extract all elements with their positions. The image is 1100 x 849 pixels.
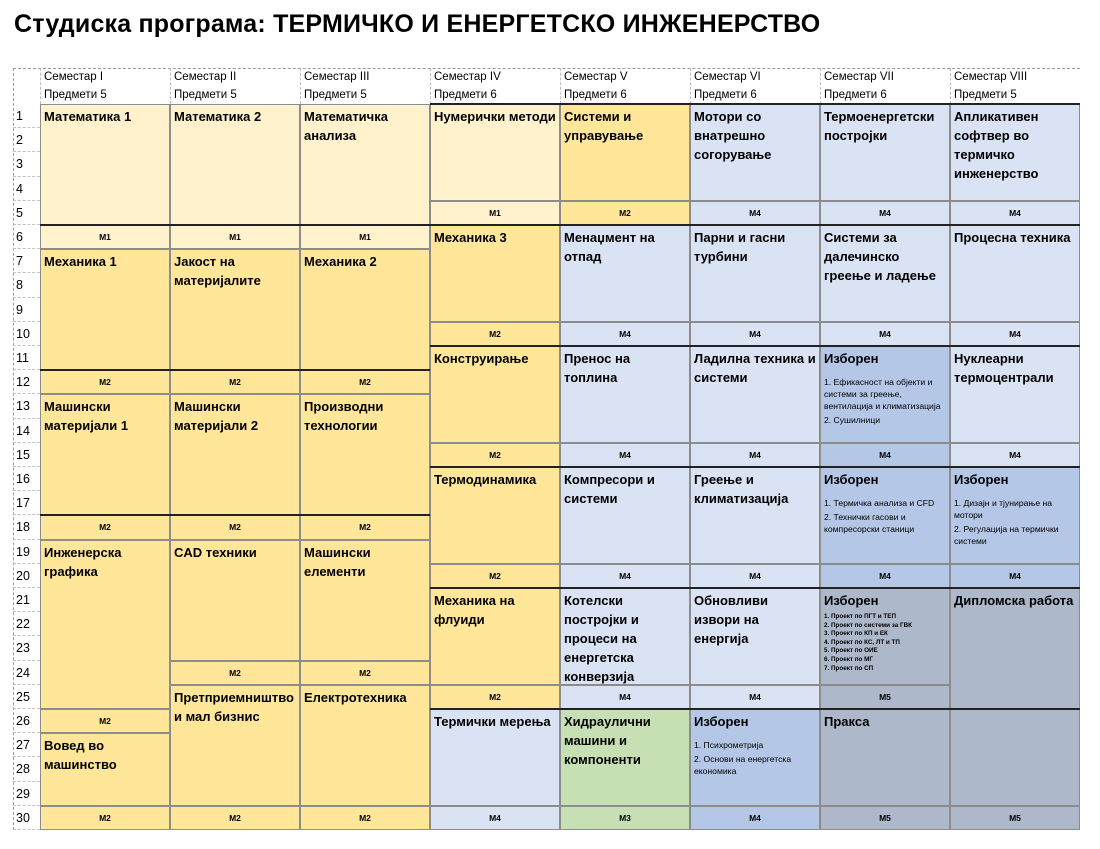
- module-label: M2: [40, 709, 170, 733]
- subjects-label: Предмети: [304, 89, 358, 101]
- course-cell: [300, 540, 430, 661]
- semester-header: [690, 68, 820, 104]
- course-name: Пренос на топлина: [564, 351, 631, 385]
- subjects-number: 6: [620, 89, 627, 101]
- elective-option: 1. Ефикасност на објекти и системи за греење, вентилација и климатизација: [824, 377, 941, 411]
- module-label: M4: [820, 564, 950, 588]
- course-cell: [690, 346, 820, 443]
- module-label: M1: [430, 201, 560, 225]
- course-name: Хидраулични машини и компоненти: [564, 714, 651, 767]
- course-name: Механика 1: [44, 254, 117, 270]
- elective-option: 1. Термичка анализа и CFD: [824, 498, 935, 508]
- module-label: M5: [950, 806, 1080, 830]
- row-number: 23: [13, 636, 40, 660]
- course-cell: [560, 225, 690, 322]
- module-label: M4: [950, 201, 1080, 225]
- course-name: Механика на флуиди: [434, 593, 515, 627]
- course-name: Изборен: [694, 714, 749, 729]
- subjects-label: Предмети: [44, 89, 98, 101]
- elective-options: [824, 376, 946, 426]
- course-name: Механика 2: [304, 254, 377, 270]
- course-name: Апликативен софтвер во термичко инженерство: [954, 109, 1039, 181]
- module-label: M2: [430, 685, 560, 709]
- course-name: Нуклеарни термоцентрали: [954, 351, 1054, 385]
- row-number: 22: [13, 612, 40, 636]
- course-name: Нумерички методи: [434, 109, 556, 124]
- elective-option: 2. Основи на енергетска економика: [694, 754, 792, 776]
- course-cell: [430, 104, 560, 201]
- elective-option: 2. Регулација на термички системи: [954, 524, 1059, 546]
- course-cell: [690, 104, 820, 201]
- group-separator: [40, 514, 430, 516]
- row-number: 26: [13, 709, 40, 733]
- row-number: 4: [13, 177, 40, 201]
- module-label: M2: [170, 515, 300, 539]
- course-name: Претприемништво и мал бизнис: [174, 689, 294, 724]
- module-label: M1: [170, 225, 300, 249]
- row-number: 6: [13, 225, 40, 249]
- subjects-number: 5: [1010, 89, 1017, 101]
- course-cell: [560, 709, 690, 806]
- row-number: 8: [13, 273, 40, 297]
- course-cell: [950, 225, 1080, 322]
- course-name: Компресори и системи: [564, 472, 655, 506]
- course-name: Менаџмент на отпад: [564, 230, 655, 264]
- module-label: M2: [40, 515, 170, 539]
- course-cell: [40, 249, 170, 370]
- course-name: Машински елементи: [304, 544, 371, 579]
- elective-options: [954, 497, 1076, 547]
- course-name: Пракса: [824, 714, 870, 729]
- module-label: M5: [820, 685, 950, 709]
- course-name: Механика 3: [434, 230, 507, 245]
- elective-options: [694, 739, 816, 777]
- semester-header: [820, 68, 950, 104]
- subjects-label: Предмети: [564, 89, 618, 101]
- course-cell: [950, 467, 1080, 564]
- course-name: Математика 2: [174, 109, 262, 124]
- module-label: M4: [820, 322, 950, 346]
- subjects-label: Предмети: [434, 89, 488, 101]
- course-cell: [300, 394, 430, 515]
- course-name: Термоенергетски постројки: [824, 109, 935, 143]
- row-number: 9: [13, 298, 40, 322]
- course-cell: [430, 709, 560, 806]
- module-label: M4: [690, 806, 820, 830]
- course-cell: [170, 540, 300, 661]
- course-cell: [300, 249, 430, 370]
- semester-header: [430, 68, 560, 104]
- module-label: M4: [690, 564, 820, 588]
- group-separator: [430, 708, 1080, 710]
- module-label: M4: [690, 322, 820, 346]
- course-cell: [430, 588, 560, 685]
- course-cell: [560, 346, 690, 443]
- module-label: M4: [950, 443, 1080, 467]
- course-cell: [40, 540, 170, 709]
- module-label: M4: [950, 564, 1080, 588]
- course-name: Изборен: [824, 351, 879, 366]
- course-name: Математичка анализа: [304, 109, 388, 143]
- course-name: CAD техники: [174, 544, 257, 560]
- course-name: Изборен: [824, 593, 879, 608]
- course-name: Електротехника: [304, 689, 407, 705]
- course-cell: [820, 346, 950, 443]
- group-separator: [430, 103, 1080, 105]
- module-label: M4: [690, 201, 820, 225]
- course-name: Инженерска графика: [44, 544, 122, 579]
- row-number: 21: [13, 588, 40, 612]
- module-label: M1: [300, 225, 430, 249]
- course-cell: [560, 467, 690, 564]
- subjects-label: Предмети: [954, 89, 1008, 101]
- elective-option: 2. Сушилници: [824, 415, 881, 425]
- course-cell: [820, 467, 950, 564]
- row-number: 1: [13, 104, 40, 128]
- subjects-count: [824, 86, 950, 104]
- elective-option: 4. Проект по КС, ЛТ и ТП: [824, 638, 900, 646]
- course-cell: [430, 467, 560, 564]
- module-label: M4: [560, 564, 690, 588]
- course-cell: [170, 249, 300, 370]
- elective-option: 2. Технички гасови и компресорски станици: [824, 512, 915, 534]
- module-label: M2: [170, 806, 300, 830]
- module-label: M2: [430, 564, 560, 588]
- group-separator: [40, 224, 430, 226]
- subjects-count: [304, 86, 430, 104]
- elective-option: 2. Проект по системи за ГВК: [824, 621, 913, 629]
- row-number: 18: [13, 515, 40, 539]
- row-number: 30: [13, 806, 40, 830]
- module-label: M4: [690, 443, 820, 467]
- group-separator: [430, 345, 1080, 347]
- subjects-count: [954, 86, 1080, 104]
- course-cell: [690, 467, 820, 564]
- semester-header: [560, 68, 690, 104]
- module-label: M2: [40, 370, 170, 394]
- course-name: Процесна техника: [954, 230, 1071, 245]
- subjects-number: 5: [100, 89, 107, 101]
- elective-option: 1. Психрометрија: [694, 740, 764, 750]
- module-label: M2: [40, 806, 170, 830]
- row-number: 5: [13, 201, 40, 225]
- elective-options: [824, 497, 946, 535]
- module-label: M2: [430, 443, 560, 467]
- course-cell: [950, 588, 1080, 806]
- course-cell: [820, 709, 950, 806]
- course-name: Машински материјали 2: [174, 399, 259, 434]
- course-cell: [690, 709, 820, 806]
- course-name: Изборен: [824, 472, 879, 487]
- course-cell: [40, 394, 170, 515]
- module-label: M2: [300, 661, 430, 685]
- module-label: M2: [300, 370, 430, 394]
- semester-name: Семестар VII: [824, 71, 894, 83]
- row-number: 14: [13, 419, 40, 443]
- semester-name: Семестар VIII: [954, 71, 1028, 83]
- row-number: 11: [13, 346, 40, 370]
- module-label: M2: [300, 515, 430, 539]
- course-cell: [170, 104, 300, 225]
- row-number: 24: [13, 661, 40, 685]
- row-number: 29: [13, 782, 40, 806]
- course-cell: [560, 588, 690, 685]
- semester-header: [300, 68, 430, 104]
- course-name: Термички мерења: [434, 714, 551, 729]
- module-label: M2: [560, 201, 690, 225]
- semester-name: Семестар VI: [694, 71, 761, 83]
- elective-option: 1. Дизајн и тјунирање на мотори: [954, 498, 1053, 520]
- course-name: Конструирање: [434, 351, 529, 366]
- module-label: M2: [170, 661, 300, 685]
- course-cell: [40, 104, 170, 225]
- row-number: 16: [13, 467, 40, 491]
- module-label: M4: [690, 685, 820, 709]
- group-separator: [430, 224, 1080, 226]
- course-cell: [820, 225, 950, 322]
- module-label: M4: [560, 443, 690, 467]
- subjects-count: [174, 86, 300, 104]
- row-number: 7: [13, 249, 40, 273]
- elective-option: 3. Проект по КП и ЕК: [824, 630, 888, 638]
- row-number: 10: [13, 322, 40, 346]
- semester-name: Семестар III: [304, 71, 370, 83]
- group-separator: [430, 587, 1080, 589]
- module-label: M4: [430, 806, 560, 830]
- subjects-label: Предмети: [174, 89, 228, 101]
- course-name: Ладилна техника и системи: [694, 351, 816, 385]
- subjects-label: Предмети: [824, 89, 878, 101]
- row-number: 20: [13, 564, 40, 588]
- subjects-count: [44, 86, 170, 104]
- subjects-number: 5: [230, 89, 237, 101]
- course-cell: [300, 104, 430, 225]
- course-name: Изборен: [954, 472, 1009, 487]
- subjects-label: Предмети: [694, 89, 748, 101]
- module-label: M5: [820, 806, 950, 830]
- module-label: M4: [950, 322, 1080, 346]
- course-name: Мотори со внатрешно согорување: [694, 109, 772, 162]
- elective-option: 5. Проект по ОИЕ: [824, 647, 878, 655]
- course-name: Обновливи извори на енергија: [694, 593, 768, 646]
- group-separator: [430, 466, 1080, 468]
- course-name: Математика 1: [44, 109, 132, 124]
- course-name: Јакост на материјалите: [174, 254, 261, 289]
- course-name: Системи за далечинско греење и ладење: [824, 230, 937, 283]
- course-cell: [820, 104, 950, 201]
- module-label: M1: [40, 225, 170, 249]
- subjects-number: 6: [750, 89, 757, 101]
- module-label: M2: [430, 322, 560, 346]
- row-number: 28: [13, 757, 40, 781]
- semester-name: Семестар V: [564, 71, 628, 83]
- subjects-number: 6: [880, 89, 887, 101]
- course-cell: [950, 346, 1080, 443]
- subjects-count: [434, 86, 560, 104]
- course-name: Дипломска работа: [954, 593, 1074, 608]
- course-cell: [690, 225, 820, 322]
- semester-header: [40, 68, 170, 104]
- row-number: 13: [13, 394, 40, 418]
- semester-header: [950, 68, 1080, 104]
- elective-option: 7. Проект по СП: [824, 664, 874, 672]
- module-label: M4: [560, 685, 690, 709]
- elective-options: [824, 613, 946, 673]
- row-number: 17: [13, 491, 40, 515]
- semester-header: [170, 68, 300, 104]
- course-cell: [40, 733, 170, 806]
- elective-option: 1. Проект по ПГТ и ТЕП: [824, 613, 896, 620]
- row-number: 15: [13, 443, 40, 467]
- page-title: Студиска програма: ТЕРМИЧКО И ЕНЕРГЕТСКО ИНЖЕНЕРСТВО: [14, 10, 821, 38]
- row-number: 27: [13, 733, 40, 757]
- subjects-count: [694, 86, 820, 104]
- course-cell: [820, 588, 950, 685]
- course-cell: [430, 346, 560, 443]
- row-number: 12: [13, 370, 40, 394]
- semester-name: Семестар I: [44, 71, 104, 83]
- course-name: Термодинамика: [434, 472, 537, 487]
- course-name: Системи и управување: [564, 109, 644, 143]
- row-number: 25: [13, 685, 40, 709]
- course-name: Котелски постројки и процеси на енергетска конверзија: [564, 593, 639, 684]
- course-cell: [300, 685, 430, 806]
- elective-option: 6. Проект по МГ: [824, 655, 873, 663]
- module-label: M4: [820, 201, 950, 225]
- row-number: 2: [13, 128, 40, 152]
- row-number: 19: [13, 540, 40, 564]
- semester-name: Семестар IV: [434, 71, 501, 83]
- subjects-count: [564, 86, 690, 104]
- module-label: M2: [170, 370, 300, 394]
- course-cell: [430, 225, 560, 322]
- course-cell: [170, 685, 300, 806]
- course-name: Греење и климатизација: [694, 472, 789, 506]
- course-cell: [950, 104, 1080, 201]
- subjects-number: 5: [360, 89, 367, 101]
- module-label: M3: [560, 806, 690, 830]
- course-name: Машински материјали 1: [44, 399, 129, 434]
- row-number: 3: [13, 152, 40, 176]
- course-name: Парни и гасни турбини: [694, 230, 786, 264]
- course-cell: [170, 394, 300, 515]
- module-label: M4: [560, 322, 690, 346]
- course-cell: [560, 104, 690, 201]
- group-separator: [40, 369, 430, 371]
- course-name: Производни технологии: [304, 399, 384, 434]
- course-name: Вовед во машинство: [44, 738, 117, 773]
- semester-name: Семестар II: [174, 71, 237, 83]
- module-label: M2: [300, 806, 430, 830]
- subjects-number: 6: [490, 89, 497, 101]
- module-label: M4: [820, 443, 950, 467]
- course-cell: [690, 588, 820, 685]
